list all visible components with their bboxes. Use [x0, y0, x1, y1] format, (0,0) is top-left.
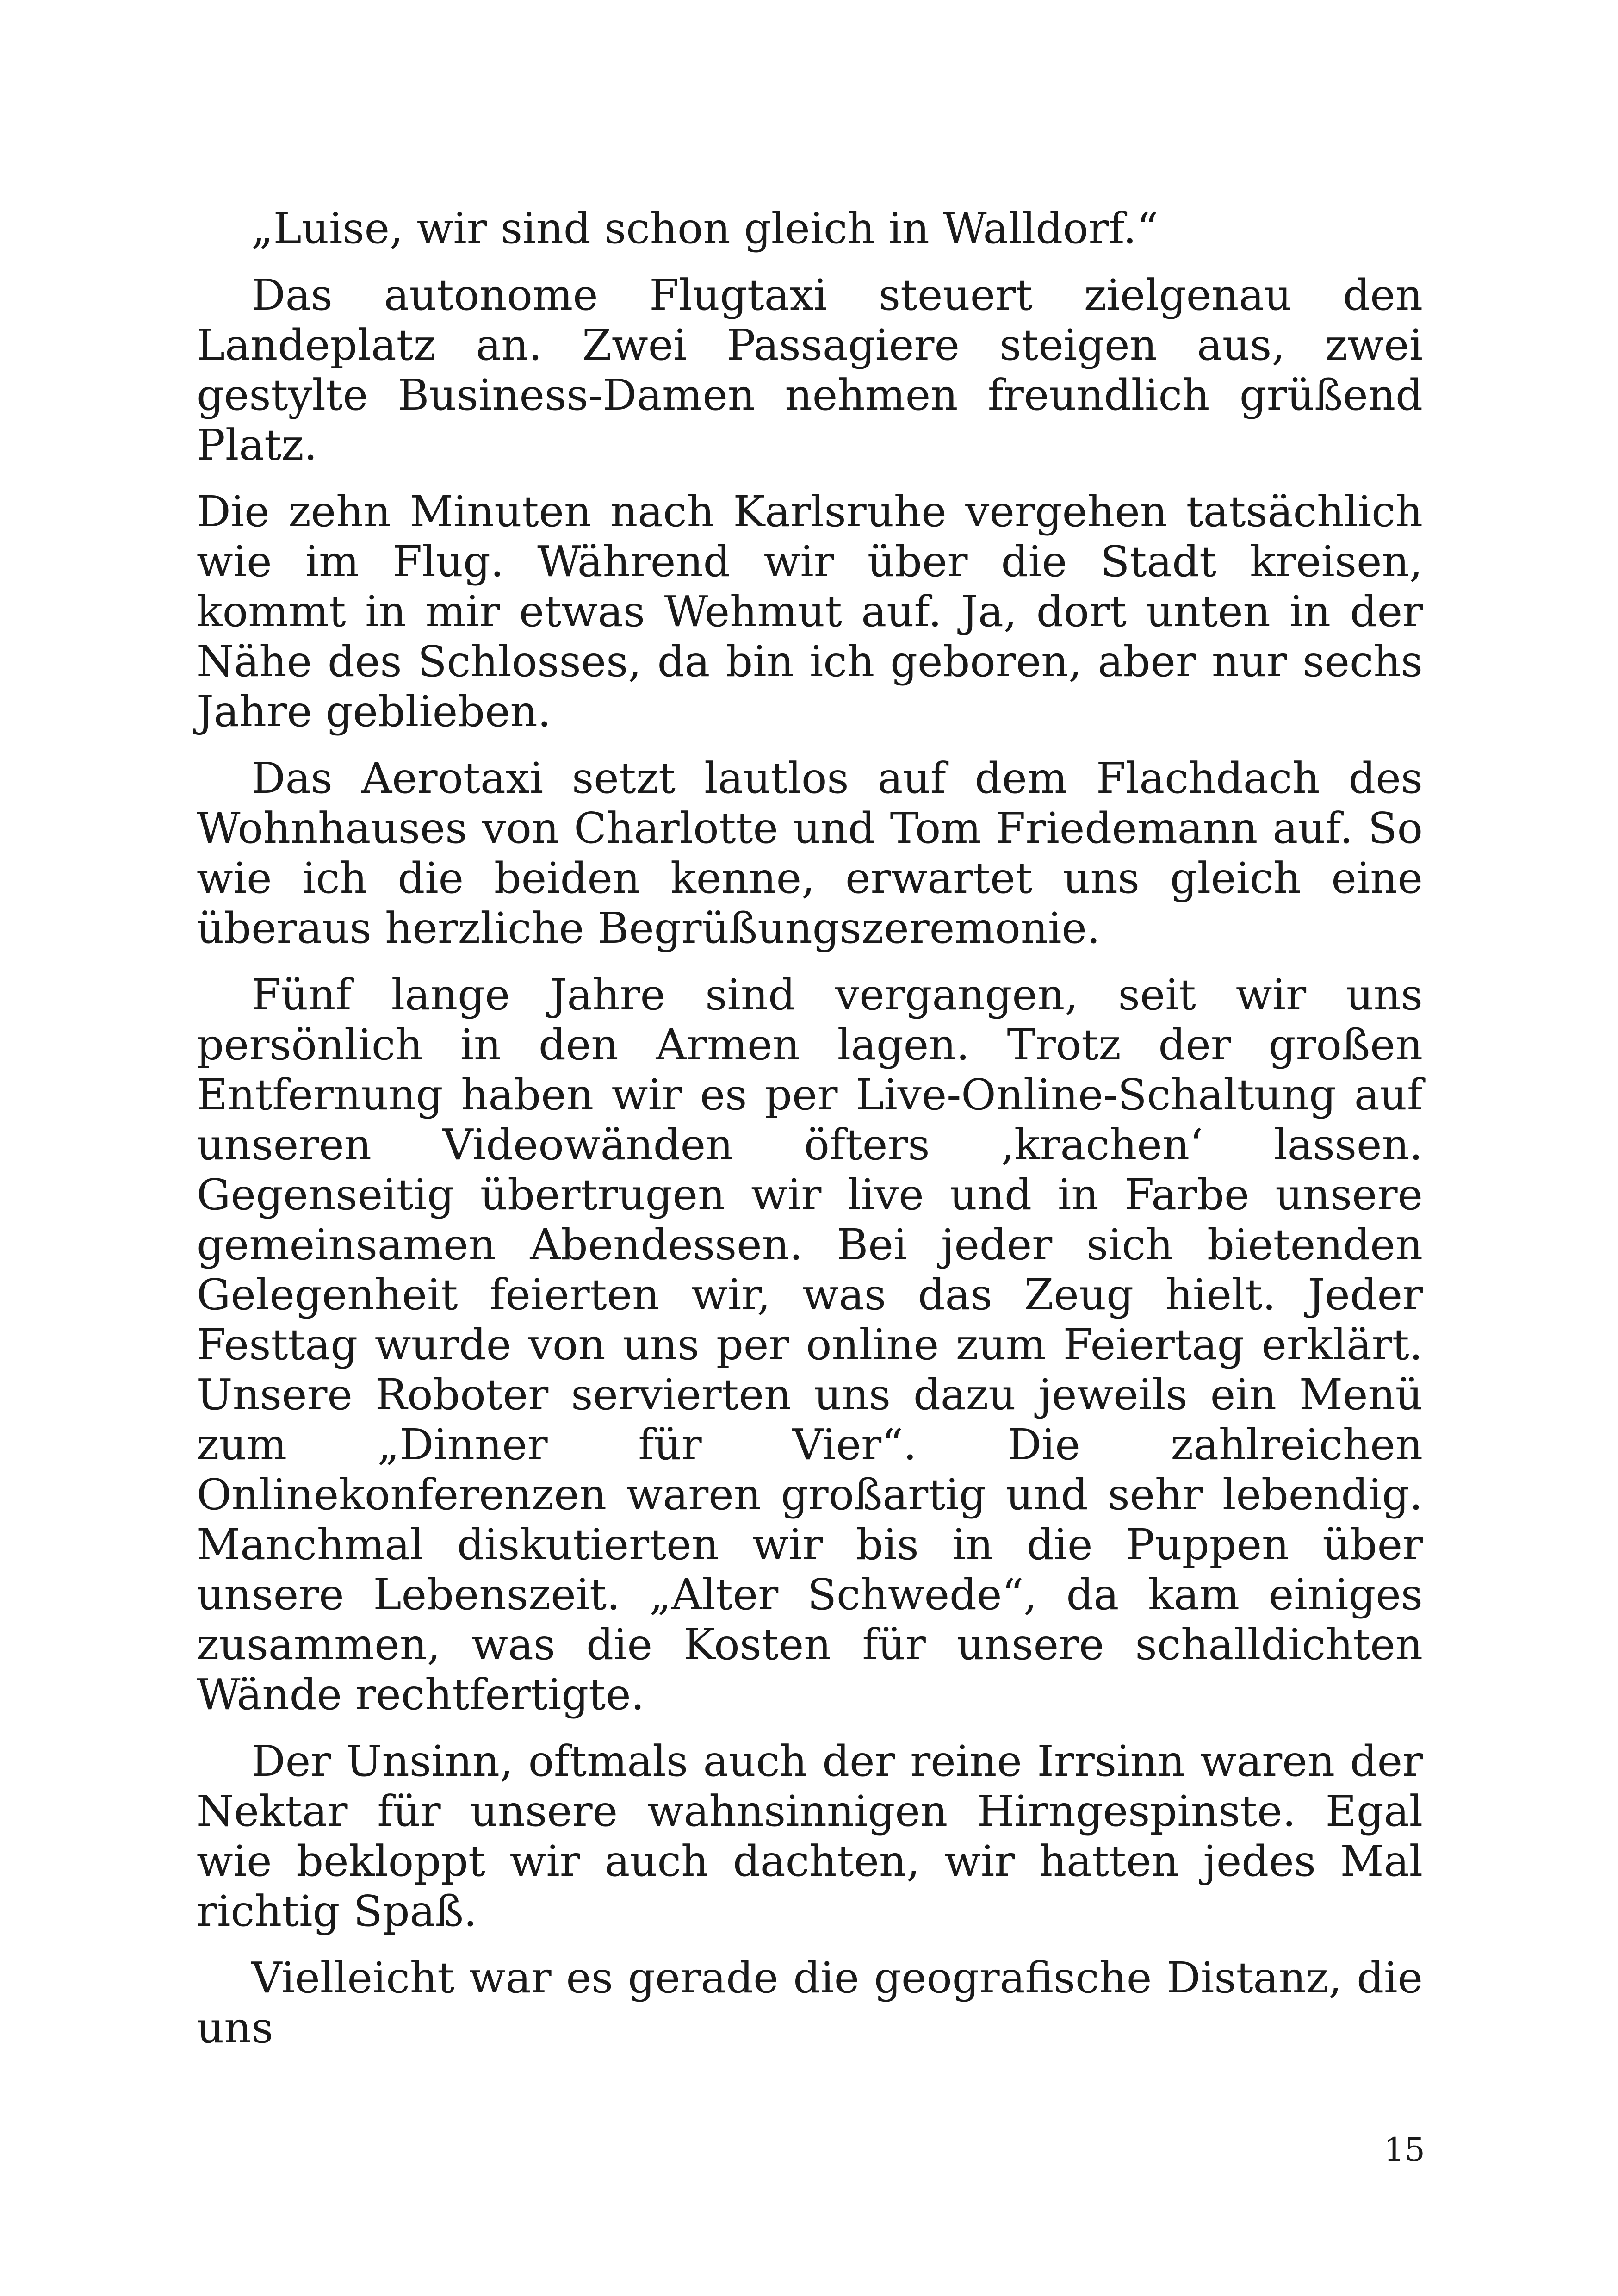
paragraph-7: Vielleicht war es gerade die geografische Distanz, die uns	[197, 1953, 1423, 2053]
paragraph-2: Das autonome Flugtaxi steuert zielgenau den Landeplatz an. Zwei Passagiere steigen aus, zwei gestylte Business-Damen nehmen freundlich grüßend Platz.	[197, 270, 1423, 470]
paragraph-6: Der Unsinn, oftmals auch der reine Irrsinn waren der Nektar für unsere wahnsinnigen Hirngespinste. Egal wie bekloppt wir auch dachten, wir hatten jedes Mal richtig Spaß.	[197, 1736, 1423, 1936]
paragraph-5: Fünf lange Jahre sind vergangen, seit wir uns persönlich in den Armen lagen. Trotz der großen Entfernung haben wir es per Live-Online-Schaltung auf unseren Videowänden öfters ‚krachen‘ lassen. Gegenseitig übertrugen wir live und in Farbe unsere gemeinsamen Abendessen. Bei jeder sich bietenden Gelegenheit feierten wir, was das Zeug hielt. Jeder Festtag wurde von uns per online zum Feiertag erklärt. Unsere Roboter servierten uns dazu jeweils ein Menü zum „Dinner für Vier“. Die zahlreichen Onlinekonferenzen waren großartig und sehr lebendig. Manchmal diskutierten wir bis in die Puppen über unsere Lebenszeit. „Alter Schwede“, da kam einiges zusammen, was die Kosten für unsere schalldichten Wände rechtfertigte.	[197, 970, 1423, 1719]
paragraph-3: Die zehn Minuten nach Karlsruhe vergehen tatsächlich wie im Flug. Während wir über die Stadt kreisen, kommt in mir etwas Wehmut auf. Ja, dort unten in der Nähe des Schlosses, da bin ich geboren, aber nur sechs Jahre geblieben.	[197, 487, 1423, 736]
page-number: 15	[1383, 2131, 1425, 2169]
body-text	[197, 204, 1423, 2070]
paragraph-4: Das Aerotaxi setzt lautlos auf dem Flachdach des Wohnhauses von Charlotte und Tom Friedemann auf. So wie ich die beiden kenne, erwartet uns gleich eine überaus herzliche Begrüßungszeremonie.	[197, 753, 1423, 953]
paragraph-1: „Luise, wir sind schon gleich in Walldorf.“	[251, 204, 1159, 253]
